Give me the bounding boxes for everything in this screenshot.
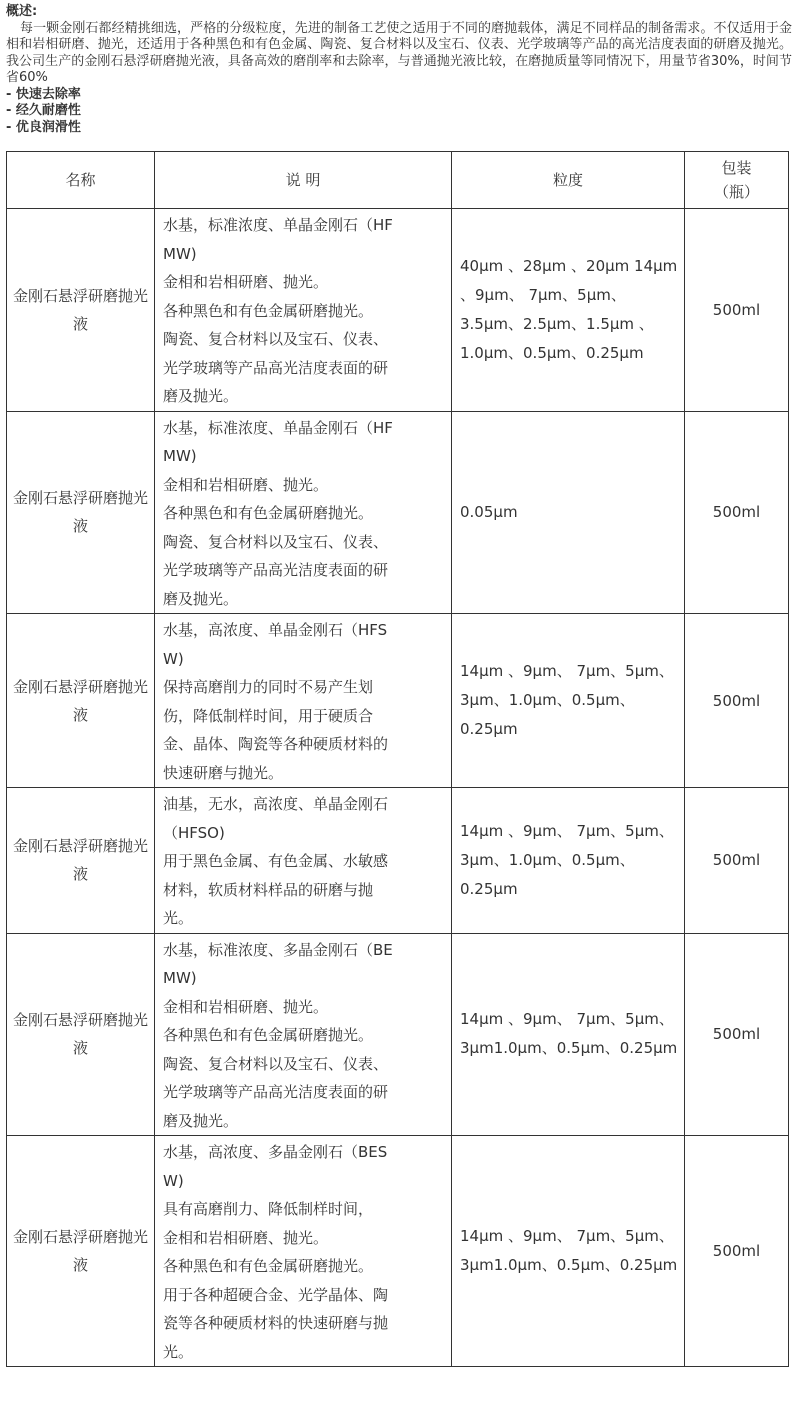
cell-name: 金刚石悬浮研磨抛光液 bbox=[7, 614, 155, 788]
cell-package: 500ml bbox=[685, 411, 789, 614]
description-line: 水基，标准浓度、单晶金刚石（HF bbox=[163, 216, 393, 234]
description-line: 瓷等各种硬质材料的快速研磨与抛 bbox=[163, 1314, 389, 1332]
description-line: 磨及抛光。 bbox=[163, 387, 239, 405]
cell-particle-size: 0.05μm bbox=[452, 411, 685, 614]
cell-name: 金刚石悬浮研磨抛光液 bbox=[7, 1136, 155, 1367]
description-line: 各种黑色和有色金属研磨抛光。 bbox=[163, 1026, 374, 1044]
description-line: 具有高磨削力、降低制样时间， bbox=[163, 1200, 374, 1218]
feature-item: - 快速去除率 bbox=[6, 86, 81, 102]
description-line: W) bbox=[163, 649, 184, 668]
cell-description bbox=[155, 788, 452, 934]
description-line: 磨及抛光。 bbox=[163, 1111, 239, 1130]
description-line: 光。 bbox=[163, 909, 194, 927]
description-line: 水基，高浓度、多晶金刚石（BES bbox=[163, 1143, 388, 1161]
description-line: 磨及抛光。 bbox=[163, 589, 239, 608]
cell-name: 金刚石悬浮研磨抛光液 bbox=[7, 411, 155, 614]
description-line: 水基，高浓度、单晶金刚石（HFS bbox=[163, 621, 388, 639]
spec-table bbox=[6, 151, 789, 1367]
description-line: MW) bbox=[163, 244, 197, 263]
table-row bbox=[7, 614, 789, 788]
cell-description bbox=[155, 411, 452, 614]
description-line: 水基，标准浓度、单晶金刚石（HF bbox=[163, 418, 393, 437]
description-line: 油基，无水，高浓度、单晶金刚石 bbox=[163, 795, 389, 813]
description-line: 用于黑色金属、有色金属、水敏感 bbox=[163, 852, 389, 870]
cell-particle-size: 14μm 、9μm、 7μm、5μm、 3μm1.0μm、0.5μm、0.25μm bbox=[452, 1136, 685, 1367]
description-line: 金相和岩相研磨、抛光。 bbox=[163, 475, 329, 494]
feature-item: - 经久耐磨性 bbox=[6, 103, 81, 118]
cell-package: 500ml bbox=[685, 933, 789, 1136]
table-row bbox=[7, 411, 789, 614]
description-line: 水基，标准浓度、多晶金刚石（BE bbox=[163, 940, 393, 959]
description-line: 保持高磨削力的同时不易产生划 bbox=[163, 678, 374, 696]
cell-package: 500ml bbox=[685, 614, 789, 788]
cell-name: 金刚石悬浮研磨抛光液 bbox=[7, 788, 155, 934]
description-line: 光学玻璃等产品高光洁度表面的研 bbox=[163, 1083, 389, 1101]
table-row bbox=[7, 209, 789, 412]
intro-paragraph: 每一颗金刚石都经精挑细选，严格的分级粒度，先进的制备工艺使之适用于不同的磨抛载体，满足不同样品的制备需求。不仅适用于金相和岩相研磨、抛光，还适用于各种黑色和有色金属、陶瓷、复合材料以及宝石、仪表、光学玻璃等产品的高光洁度表面的研磨及抛光。我公司生产的金刚石悬浮研磨抛光液，具备高效的磨削率和去除率，与普通抛光液比较，在磨抛质量等同情况下，用量节省30%，时间节省60% bbox=[6, 20, 792, 85]
cell-package: 500ml bbox=[685, 209, 789, 412]
description-line: 各种黑色和有色金属研磨抛光。 bbox=[163, 301, 374, 320]
header-name: 名称 bbox=[7, 152, 155, 209]
table-row bbox=[7, 933, 789, 1136]
intro-heading: 概述: bbox=[6, 4, 38, 19]
header-particle-size: 粒度 bbox=[452, 152, 685, 209]
cell-particle-size: 40μm 、28μm 、20μm 14μm 、9μm、 7μm、5μm、3.5μm、2.5μm、1.5μm 、1.0μm、0.5μm、0.25μm bbox=[452, 209, 685, 412]
header-description: 说 明 bbox=[155, 152, 452, 209]
table-row bbox=[7, 1136, 789, 1367]
description-line: 材料，软质材料样品的研磨与抛 bbox=[163, 880, 374, 899]
description-line: W) bbox=[163, 1171, 184, 1190]
description-line: 光学玻璃等产品高光洁度表面的研 bbox=[163, 561, 389, 579]
description-line: MW) bbox=[163, 969, 197, 987]
description-line: 用于各种超硬合金、光学晶体、陶 bbox=[163, 1285, 389, 1304]
table-row bbox=[7, 788, 789, 934]
cell-name: 金刚石悬浮研磨抛光液 bbox=[7, 933, 155, 1136]
description-line: 陶瓷、复合材料以及宝石、仪表、 bbox=[163, 1054, 389, 1073]
feature-item: - 优良润滑性 bbox=[6, 119, 81, 135]
description-line: 金相和岩相研磨、抛光。 bbox=[163, 1228, 329, 1247]
header-package: 包装（瓶） bbox=[685, 152, 789, 209]
cell-particle-size: 14μm 、9μm、 7μm、5μm、 3μm、1.0μm、0.5μm、0.25μm bbox=[452, 614, 685, 788]
cell-particle-size: 14μm 、9μm、 7μm、5μm、 3μm、1.0μm、0.5μm、0.25μm bbox=[452, 788, 685, 934]
description-line: 陶瓷、复合材料以及宝石、仪表、 bbox=[163, 330, 389, 348]
description-line: 金相和岩相研磨、抛光。 bbox=[163, 997, 329, 1016]
description-line: MW) bbox=[163, 447, 197, 465]
cell-particle-size: 14μm 、9μm、 7μm、5μm、 3μm1.0μm、0.5μm、0.25μm bbox=[452, 933, 685, 1136]
description-line: 快速研磨与抛光。 bbox=[163, 763, 284, 782]
description-line: 各种黑色和有色金属研磨抛光。 bbox=[163, 504, 374, 522]
description-line: 金相和岩相研磨、抛光。 bbox=[163, 273, 329, 291]
intro-section bbox=[6, 4, 792, 136]
description-line: 金、晶体、陶瓷等各种硬质材料的 bbox=[163, 735, 389, 753]
description-line: 伤，降低制样时间，用于硬质合 bbox=[163, 706, 374, 725]
cell-description bbox=[155, 1136, 452, 1367]
cell-description bbox=[155, 614, 452, 788]
table-header-row bbox=[7, 152, 789, 209]
cell-name: 金刚石悬浮研磨抛光液 bbox=[7, 209, 155, 412]
description-line: 光。 bbox=[163, 1342, 194, 1361]
description-line: 光学玻璃等产品高光洁度表面的研 bbox=[163, 358, 389, 377]
description-line: （HFSO) bbox=[163, 823, 225, 842]
cell-description bbox=[155, 933, 452, 1136]
description-line: 陶瓷、复合材料以及宝石、仪表、 bbox=[163, 532, 389, 551]
cell-package: 500ml bbox=[685, 1136, 789, 1367]
description-line: 各种黑色和有色金属研磨抛光。 bbox=[163, 1257, 374, 1275]
cell-description bbox=[155, 209, 452, 412]
cell-package: 500ml bbox=[685, 788, 789, 934]
